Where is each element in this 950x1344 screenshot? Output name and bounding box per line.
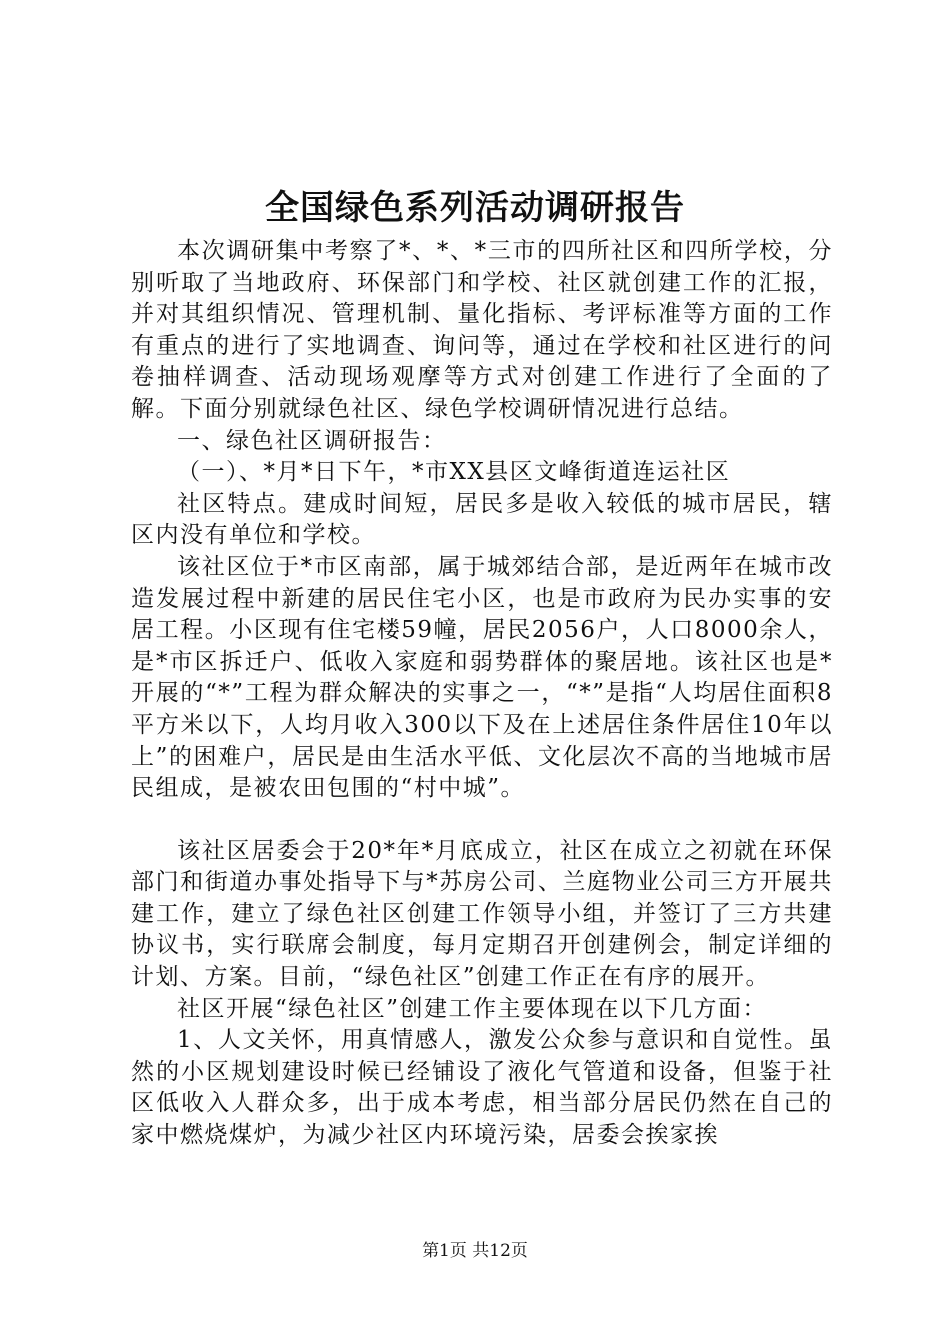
- paragraph-community-location: 该社区位于*市区南部，属于城郊结合部，是近两年在城市改造发展过程中新建的居民住宅小区，也是市政府为民办实事的安居工程。小区现有住宅楼59幢，居民2056户，人口8000余人，是*市区拆迁户、低收入家庭和弱势群体的聚居地。该社区也是*开展的“*”工程为群众解决的实事之一，“*”是指“人均居住面积8平方米以下，人均月收入300以下及在上述居住条件居住10年以上”的困难户，居民是由生活水平低、文化层次不高的当地城市居民组成，是被农田包围的“村中城”。: [131, 553, 833, 802]
- paragraph-community-features: 社区特点。建成时间短，居民多是收入较低的城市居民，辖区内没有单位和学校。: [131, 490, 833, 549]
- document-body: [131, 236, 833, 1152]
- paragraph-committee: 该社区居委会于20*年*月底成立，社区在成立之初就在环保部门和街道办事处指导下与*苏房公司、兰庭物业公司三方开展共建工作，建立了绿色社区创建工作领导小组，并签订了三方共建协议书，实行联席会制度，每月定期召开创建例会，制定详细的计划、方案。目前，“绿色社区”创建工作正在有序的展开。: [131, 837, 833, 991]
- paragraph-aspect-1: 1、人文关怀，用真情感人，激发公众参与意识和自觉性。虽然的小区规划建设时候已经铺设了液化气管道和设备，但鉴于社区低收入人群众多，出于成本考虑，相当部分居民仍然在自己的家中燃烧煤炉，为减少社区内环境污染，居委会挨家挨: [131, 1027, 833, 1149]
- document-title: 全国绿色系列活动调研报告: [265, 188, 685, 228]
- subsection-heading: （一）、*月*日下午，*市XX县区文峰街道连运社区: [177, 459, 731, 486]
- paragraph-aspects-intro: 社区开展“绿色社区”创建工作主要体现在以下几方面：: [177, 995, 768, 1022]
- section-heading: 一、绿色社区调研报告：: [177, 427, 447, 454]
- paragraph-intro: 本次调研集中考察了*、*、*三市的四所社区和四所学校，分别听取了当地政府、环保部门和学校、社区就创建工作的汇报，并对其组织情况、管理机制、量化指标、考评标准等方面的工作有重点的进行了实地调查、询问等，通过在学校和社区进行的问卷抽样调查、活动现场观摩等方式对创建工作进行了全面的了解。下面分别就绿色社区、绿色学校调研情况进行总结。: [131, 238, 833, 422]
- page-footer: 第1页 共12页: [422, 1241, 528, 1261]
